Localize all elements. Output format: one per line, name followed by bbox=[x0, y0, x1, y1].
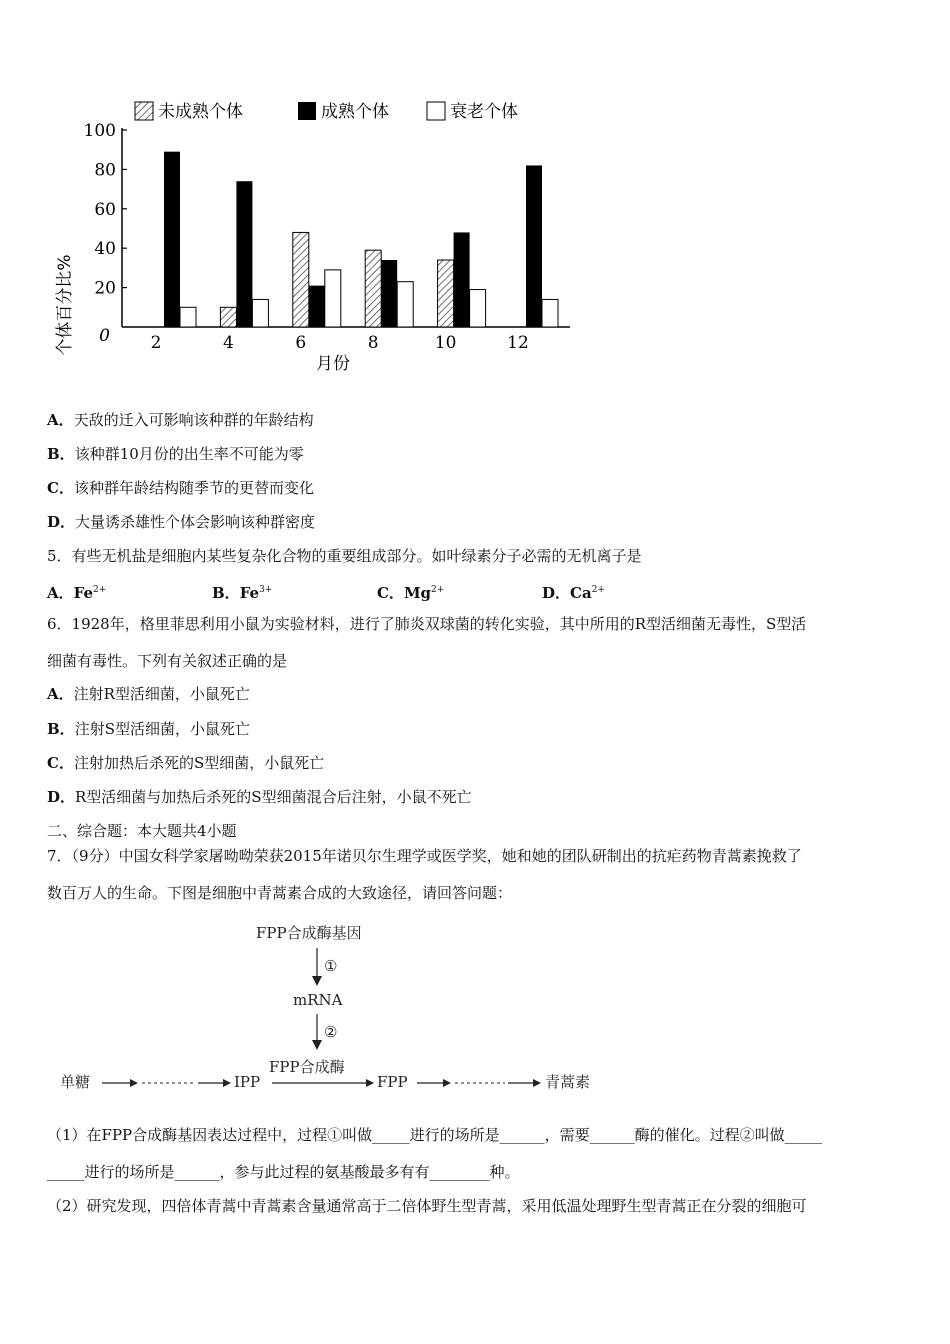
bar-senescent-12 bbox=[542, 299, 558, 327]
arrow-right-icon bbox=[223, 1079, 231, 1087]
y-tick-label: 80 bbox=[94, 160, 116, 181]
diagram-gene: FPP合成酶基因 bbox=[256, 924, 362, 942]
arrow-down-icon bbox=[312, 1040, 322, 1050]
q5-stem: 5．有些无机盐是细胞内某些复杂化合物的重要组成部分。如叶绿素分子必需的无机离子是 bbox=[47, 547, 642, 565]
bar-mature-2 bbox=[164, 152, 180, 327]
bar-senescent-2 bbox=[180, 307, 196, 327]
x-tick-label: 12 bbox=[507, 333, 529, 353]
x-tick-label: 10 bbox=[434, 333, 457, 353]
diagram-node-ipp: IPP bbox=[234, 1073, 261, 1091]
legend-label-immature: 未成熟个体 bbox=[158, 102, 243, 122]
x-tick-label: 6 bbox=[295, 333, 307, 353]
y-tick-label: 100 bbox=[83, 121, 116, 141]
bar-immature-4 bbox=[220, 307, 236, 327]
x-tick-label: 8 bbox=[367, 333, 379, 353]
diagram-node-fpp: FPP bbox=[377, 1073, 408, 1091]
y-tick-label: 60 bbox=[94, 199, 116, 220]
bar-senescent-8 bbox=[397, 282, 413, 327]
artemisinin-pathway-diagram bbox=[50, 918, 610, 1098]
diagram-node-monosaccharide: 单糖 bbox=[60, 1073, 91, 1091]
x-tick-label: 2 bbox=[150, 333, 162, 353]
bar-immature-6 bbox=[293, 232, 309, 327]
q5-option-b: B．$Fe^{3+}$ bbox=[212, 584, 273, 602]
q6-option-c: C．注射加热后杀死的S型细菌，小鼠死亡 bbox=[47, 754, 325, 772]
q4-option-c: C．该种群年龄结构随季节的更替而变化 bbox=[47, 479, 314, 497]
arrow-right-icon bbox=[533, 1079, 541, 1087]
bar-senescent-4 bbox=[252, 299, 268, 327]
q6-option-d: D．R型活细菌与加热后杀死的S型细菌混合后注射，小鼠不死亡 bbox=[47, 788, 472, 806]
q7-stem-line2: 数百万人的生命。下图是细胞中青蒿素合成的大致途径，请回答问题： bbox=[47, 884, 513, 902]
section-2-heading: 二、综合题：本大题共4小题 bbox=[47, 822, 237, 840]
arrow-down-icon bbox=[312, 976, 322, 986]
q7-sub1-line2: _____进行的场所是______，参与此过程的氨基酸最多有有________种。 bbox=[47, 1163, 520, 1181]
q7-stem-line1: 7．（9分）中国女科学家屠呦呦荣获2015年诺贝尔生理学或医学奖，她和她的团队研制出的抗疟药物青蒿素挽救了 bbox=[47, 847, 802, 865]
q4-option-b: B．该种群10月份的出生率不可能为零 bbox=[47, 445, 304, 463]
bar-mature-8 bbox=[381, 260, 397, 327]
legend-label-senescent: 衰老个体 bbox=[450, 102, 518, 122]
bar-immature-8 bbox=[365, 250, 381, 327]
q5-options bbox=[47, 580, 847, 600]
q4-option-d: D．大量诱杀雄性个体会影响该种群密度 bbox=[47, 513, 316, 531]
q7-sub2-line1: （2）研究发现，四倍体青蒿中青蒿素含量通常高于二倍体野生型青蒿，采用低温处理野生型青蒿正在分裂的细胞可 bbox=[47, 1197, 807, 1215]
x-tick-label: 4 bbox=[222, 333, 234, 353]
q7-sub1-line1: （1）在FPP合成酶基因表达过程中，过程①叫做_____进行的场所是______，需要______酶的催化。过程②叫做_____ bbox=[47, 1126, 823, 1144]
x-ticks bbox=[151, 333, 529, 353]
y-tick-label: 0 bbox=[99, 326, 110, 346]
legend-swatch-immature bbox=[135, 102, 153, 120]
q4-option-a: A．天敌的迁入可影响该种群的年龄结构 bbox=[47, 411, 314, 429]
diagram-step2: ② bbox=[324, 1023, 338, 1041]
bar-senescent-10 bbox=[470, 290, 486, 327]
q6-stem-line1: 6．1928年，格里菲思利用小鼠为实验材料，进行了肺炎双球菌的转化实验，其中所用的R型活细菌无毒性，S型活 bbox=[47, 615, 807, 633]
chart-legend bbox=[135, 102, 518, 122]
x-axis-label: 月份 bbox=[316, 354, 350, 374]
q5-option-a: A．$Fe^{2+}$ bbox=[47, 584, 107, 602]
diagram-step1: ① bbox=[324, 957, 338, 975]
bar-mature-4 bbox=[236, 181, 252, 327]
diagram-node-artemisinin: 青蒿素 bbox=[545, 1073, 591, 1091]
arrow-right-icon bbox=[366, 1079, 374, 1087]
arrow-right-icon bbox=[130, 1079, 138, 1087]
bar-immature-10 bbox=[438, 260, 454, 327]
q5-option-d: D．$Ca^{2+}$ bbox=[542, 584, 605, 602]
y-ticks bbox=[84, 121, 127, 346]
age-structure-bar-chart bbox=[40, 90, 600, 380]
bar-mature-10 bbox=[454, 232, 470, 327]
diagram-mrna: mRNA bbox=[293, 991, 343, 1009]
legend-swatch-senescent bbox=[427, 102, 445, 120]
bars-group bbox=[164, 152, 558, 327]
diagram-enzyme: FPP合成酶 bbox=[269, 1058, 345, 1076]
bar-mature-6 bbox=[309, 286, 325, 327]
q6-stem-line2: 细菌有毒性。下列有关叙述正确的是 bbox=[47, 652, 288, 670]
y-tick-label: 40 bbox=[94, 239, 116, 260]
q6-option-a: A．注射R型活细菌，小鼠死亡 bbox=[47, 685, 250, 703]
q5-option-c: C．$Mg^{2+}$ bbox=[377, 584, 445, 602]
arrow-right-icon bbox=[443, 1079, 451, 1087]
bar-senescent-6 bbox=[325, 270, 341, 327]
y-tick-label: 20 bbox=[94, 278, 116, 299]
bar-mature-12 bbox=[526, 165, 542, 327]
y-axis-label: 个体百分比% bbox=[55, 254, 75, 356]
legend-label-mature: 成熟个体 bbox=[321, 102, 389, 122]
q6-option-b: B．注射S型活细菌，小鼠死亡 bbox=[47, 720, 250, 738]
legend-swatch-mature bbox=[298, 102, 316, 120]
